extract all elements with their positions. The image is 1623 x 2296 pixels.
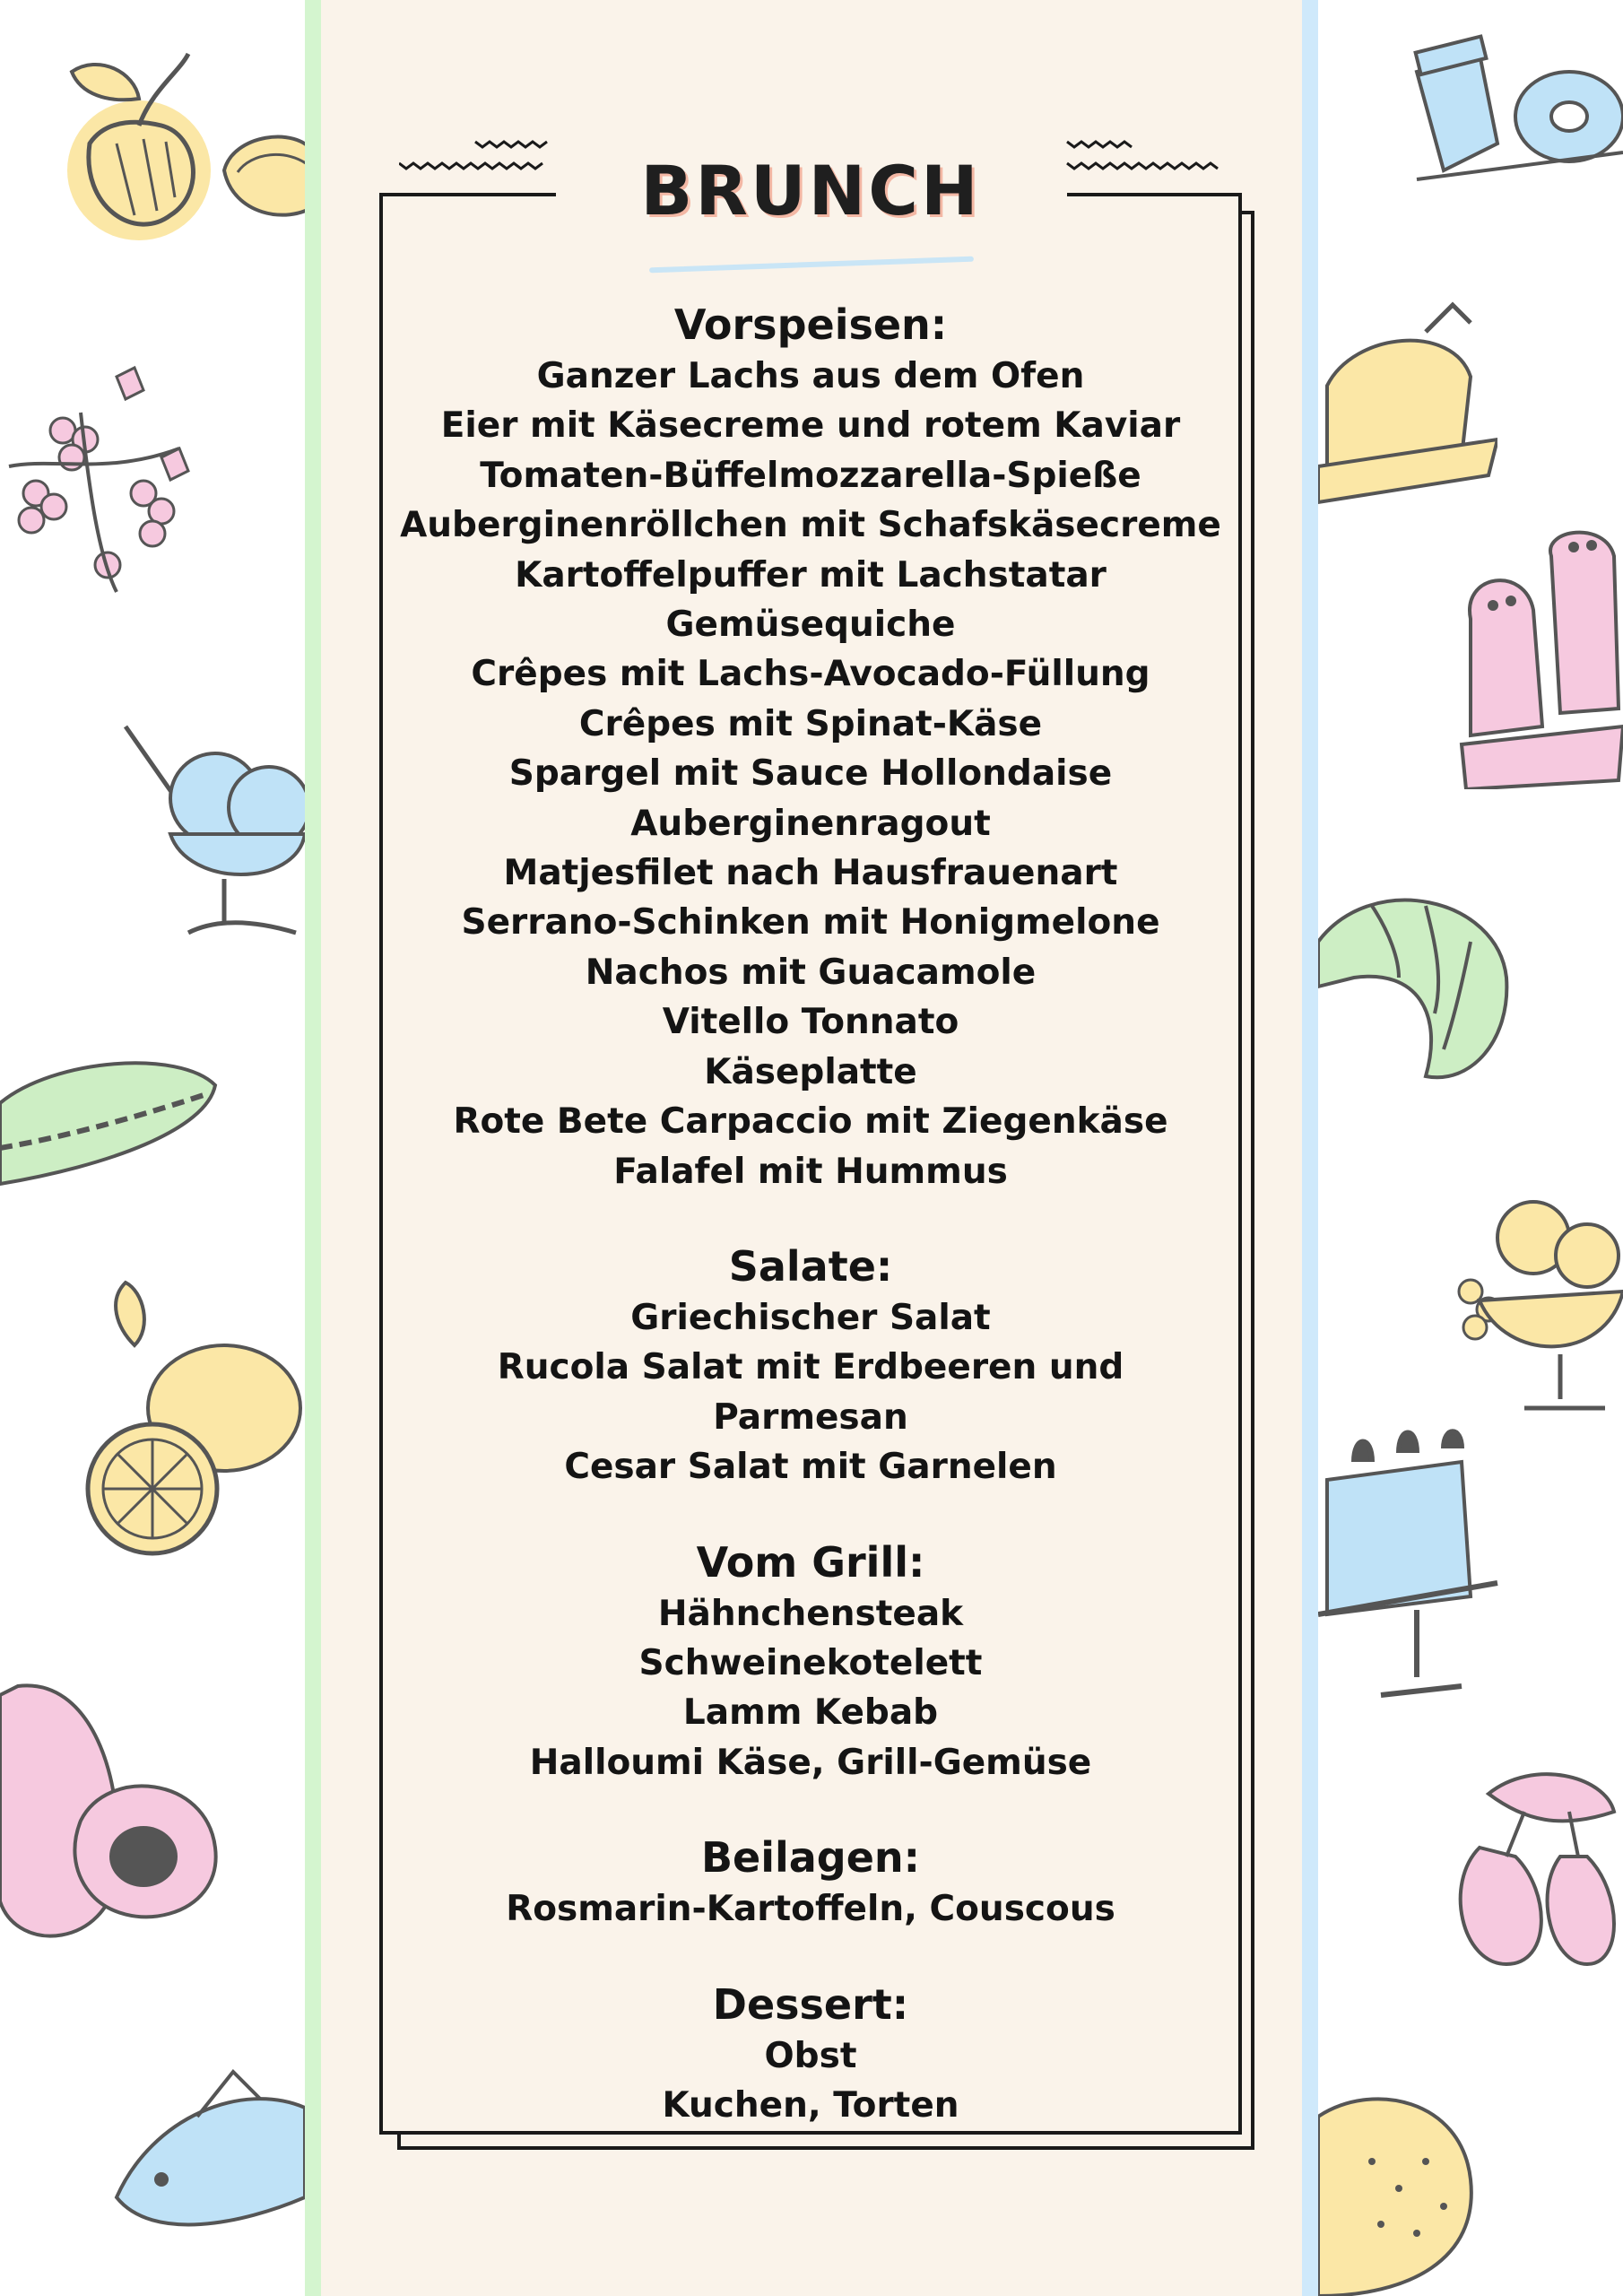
- roast-chicken-icon: [1318, 296, 1497, 511]
- menu-item: Serrano-Schinken mit Honigmelone: [461, 902, 1160, 944]
- cake-icon: [1318, 1426, 1515, 1713]
- menu-item: Crêpes mit Lachs-Avocado-Füllung: [471, 654, 1150, 695]
- croissant-icon: [1318, 870, 1515, 1103]
- page-title: BRUNCH: [640, 151, 981, 230]
- menu-item: Falafel mit Hummus: [613, 1151, 1008, 1192]
- section-title: Dessert:: [712, 1979, 909, 2029]
- menu-item: Gemüsequiche: [665, 604, 956, 646]
- section-title: Salate:: [728, 1241, 893, 1291]
- menu-item: Rucola Salat mit Erdbeeren und Parmesan: [497, 1347, 1124, 1438]
- menu-item: Lamm Kebab: [682, 1692, 939, 1734]
- section-vom-grill: [397, 1535, 1224, 1788]
- ice-cream-icon: [117, 709, 305, 960]
- melon-icon: [1318, 2081, 1497, 2296]
- section-beilagen: [397, 1831, 1224, 1934]
- pears-icon: [1444, 1758, 1623, 1991]
- menu-item: Griechischer Salat: [630, 1297, 991, 1338]
- menu-list: [397, 298, 1224, 2173]
- section-salate: [397, 1239, 1224, 1492]
- menu-item: Auberginenragout: [630, 803, 991, 844]
- menu-item: Rosmarin-Kartoffeln, Couscous: [506, 1889, 1115, 1930]
- menu-item: Halloumi Käse, Grill-Gemüse: [529, 1742, 1092, 1783]
- right-accent-strip: [1302, 0, 1318, 2296]
- menu-item: Eier mit Käsecreme und rotem Kaviar: [440, 405, 1181, 447]
- section-title: Vorspeisen:: [673, 300, 948, 349]
- left-doodle-column: [0, 0, 305, 2296]
- menu-item: Auberginenröllchen mit Schafskäsecreme: [400, 505, 1221, 546]
- menu-item: Rote Bete Carpaccio mit Ziegenkäse: [453, 1101, 1168, 1143]
- apple-icon: [54, 36, 233, 251]
- left-accent-strip: [305, 0, 321, 2296]
- section-dessert: [397, 1978, 1224, 2131]
- menu-item: Matjesfilet nach Hausfrauenart: [503, 853, 1118, 894]
- menu-item: Tomaten-Büffelmozzarella-Spieße: [480, 455, 1141, 496]
- menu-item: Käseplatte: [704, 1051, 917, 1092]
- menu-item: Obst: [764, 2035, 857, 2076]
- section-title: Beilagen:: [700, 1833, 921, 1883]
- avocado-icon: [0, 1668, 224, 1964]
- right-doodle-column: [1318, 0, 1623, 2296]
- fruit-bowl-icon: [1453, 1193, 1623, 1417]
- lemon-icon: [72, 1274, 305, 1570]
- menu-item: Ganzer Lachs aus dem Ofen: [536, 356, 1085, 396]
- menu-item: Kartoffelpuffer mit Lachstatar: [515, 554, 1107, 596]
- salt-pepper-icon: [1453, 520, 1623, 789]
- section-title: Vom Grill:: [696, 1537, 925, 1587]
- menu-item: Vitello Tonnato: [662, 1002, 959, 1043]
- menu-item: Spargel mit Sauce Hollondaise: [508, 753, 1113, 795]
- menu-item: Schweinekotelett: [638, 1642, 983, 1683]
- lemon-slice-icon: [215, 117, 305, 224]
- menu-item: Kuchen, Torten: [662, 2084, 959, 2126]
- grapes-icon: [0, 359, 206, 610]
- fish-icon: [99, 2063, 305, 2242]
- menu-item: Cesar Salat mit Garnelen: [564, 1447, 1057, 1488]
- coffee-donut-icon: [1408, 27, 1623, 206]
- sandwich-icon: [0, 1049, 224, 1229]
- menu-item: Crêpes mit Spinat-Käse: [578, 703, 1043, 744]
- menu-item: Nachos mit Guacamole: [585, 952, 1037, 993]
- section-vorspeisen: [397, 298, 1224, 1196]
- menu-item: Hähnchensteak: [657, 1593, 964, 1634]
